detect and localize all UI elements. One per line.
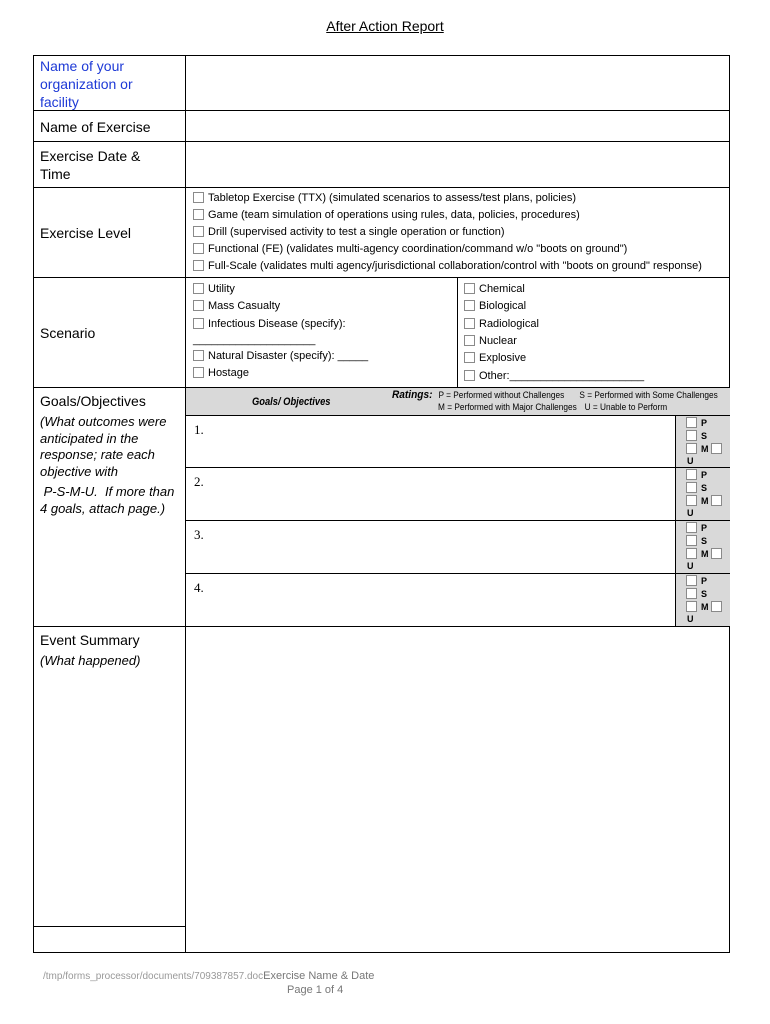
- scenario-divider: [457, 278, 458, 387]
- rating-p-letter: P: [701, 523, 708, 533]
- option-text: Game (team simulation of operations using rules, data, policies, procedures): [208, 209, 580, 221]
- scenario-natural-disaster[interactable]: [193, 349, 368, 363]
- row-divider: [33, 187, 730, 188]
- rating-p-legend: P = Performed without Challenges: [438, 390, 565, 400]
- exercise-name-label: Name of Exercise: [40, 119, 151, 135]
- goal-number-3: 3.: [194, 527, 204, 542]
- rating-s-checkbox[interactable]: [686, 482, 697, 493]
- level-option-ttx[interactable]: [193, 191, 576, 205]
- footer-line-1: [43, 970, 374, 982]
- org-field[interactable]: [186, 56, 729, 110]
- scenario-infectious[interactable]: [193, 317, 346, 331]
- goal-field-4[interactable]: [186, 574, 675, 626]
- rating-m-checkbox[interactable]: [686, 495, 697, 506]
- goal-field-2[interactable]: [186, 468, 675, 520]
- option-text: Tabletop Exercise (TTX) (simulated scenarios to assess/test plans, policies): [208, 192, 577, 204]
- rating-s-letter: S: [701, 589, 708, 599]
- scenario-hostage[interactable]: [193, 366, 249, 380]
- scenario-utility[interactable]: [193, 282, 235, 296]
- option-text: Utility: [208, 283, 235, 295]
- rating-p-checkbox[interactable]: [686, 522, 697, 533]
- footer-exercise: Exercise Name & Date: [263, 970, 375, 982]
- rating-s-legend: S = Performed with Some Challenges: [579, 390, 718, 400]
- rating-p-checkbox[interactable]: [686, 469, 697, 480]
- checkbox[interactable]: [464, 370, 475, 381]
- exercise-date-label: Exercise Date & Time: [40, 148, 141, 182]
- rating-m-letter: M: [701, 496, 709, 506]
- level-option-functional[interactable]: [193, 242, 627, 256]
- rating-u-checkbox[interactable]: [711, 495, 722, 506]
- rating-u-letter: U: [687, 614, 694, 624]
- checkbox[interactable]: [193, 209, 204, 220]
- scenario-mass-casualty[interactable]: [193, 299, 280, 313]
- level-option-full-scale[interactable]: [193, 259, 702, 273]
- rating-m-legend: M = Performed with Major Challenges: [438, 402, 577, 412]
- rating-u-checkbox[interactable]: [711, 443, 722, 454]
- rating-m-checkbox[interactable]: [686, 443, 697, 454]
- ratings-legend: [392, 389, 718, 413]
- option-text: Radiological: [479, 318, 539, 330]
- footer-path: /tmp/forms_processor/documents/709387857.doc: [43, 971, 264, 982]
- option-text: Mass Casualty: [208, 300, 281, 312]
- rating-u-checkbox[interactable]: [711, 548, 722, 559]
- goal-field-3[interactable]: [186, 521, 675, 573]
- rating-m-letter: M: [701, 444, 709, 454]
- rating-u-letter: U: [687, 561, 694, 571]
- document-title: After Action Report: [326, 18, 444, 34]
- option-text: Nuclear: [479, 335, 517, 347]
- rating-u-letter: U: [687, 456, 694, 466]
- rating-m-letter: M: [701, 602, 709, 612]
- rating-s-letter: S: [701, 536, 708, 546]
- option-text: Functional (FE) (validates multi-agency coordination/command w/o "boots on ground"): [208, 243, 628, 255]
- rating-s-checkbox[interactable]: [686, 535, 697, 546]
- checkbox[interactable]: [464, 318, 475, 329]
- rating-u-checkbox[interactable]: [711, 601, 722, 612]
- checkbox[interactable]: [464, 352, 475, 363]
- ratings-title: Ratings:: [392, 389, 433, 401]
- checkbox[interactable]: [193, 192, 204, 203]
- checkbox[interactable]: [464, 300, 475, 311]
- rating-m-checkbox[interactable]: [686, 601, 697, 612]
- option-text: Other:______________________: [479, 370, 645, 382]
- option-text: Biological: [479, 300, 527, 312]
- scenario-explosive[interactable]: [464, 351, 526, 365]
- checkbox[interactable]: [193, 367, 204, 378]
- checkbox[interactable]: [193, 350, 204, 361]
- checkbox[interactable]: [193, 318, 204, 329]
- option-text: Full-Scale (validates multi agency/jurisdictional collaboration/control with "boots on ground" response): [208, 260, 702, 272]
- goals-label: Goals/Objectives: [40, 393, 146, 409]
- goal-number-2: 2.: [194, 474, 204, 489]
- event-summary-label: Event Summary: [40, 632, 140, 648]
- checkbox[interactable]: [464, 335, 475, 346]
- rating-s-letter: S: [701, 483, 708, 493]
- option-text: Explosive: [479, 352, 527, 364]
- option-text: Hostage: [208, 367, 249, 379]
- rating-p-letter: P: [701, 576, 708, 586]
- exercise-date-field[interactable]: [186, 142, 729, 187]
- rating-s-checkbox[interactable]: [686, 430, 697, 441]
- rating-m-letter: M: [701, 549, 709, 559]
- goal-field-1[interactable]: [186, 416, 675, 467]
- rating-p-letter: P: [701, 418, 708, 428]
- option-text: Drill (supervised activity to test a single operation or function): [208, 226, 505, 238]
- checkbox[interactable]: [193, 300, 204, 311]
- goals-instructions-2: P-S-M-U. If more than 4 goals, attach page.): [40, 484, 178, 516]
- rating-p-letter: P: [701, 470, 708, 480]
- scenario-biological[interactable]: [464, 299, 526, 313]
- scenario-chemical[interactable]: [464, 282, 525, 296]
- scenario-nuclear[interactable]: [464, 334, 517, 348]
- exercise-level-label: Exercise Level: [40, 225, 132, 241]
- option-text: Natural Disaster (specify): _____: [208, 350, 369, 362]
- scenario-radiological[interactable]: [464, 317, 539, 331]
- rating-m-checkbox[interactable]: [686, 548, 697, 559]
- checkbox[interactable]: [193, 226, 204, 237]
- checkbox[interactable]: [193, 283, 204, 294]
- checkbox[interactable]: [193, 260, 204, 271]
- checkbox[interactable]: [464, 283, 475, 294]
- rating-p-checkbox[interactable]: [686, 417, 697, 428]
- rating-column-divider: [675, 416, 676, 626]
- scenario-label: Scenario: [40, 325, 96, 341]
- row-divider: [33, 277, 730, 278]
- option-text: Infectious Disease (specify):: [208, 318, 346, 330]
- exercise-name-field[interactable]: [186, 111, 729, 141]
- event-summary-field[interactable]: [186, 627, 729, 952]
- rating-s-checkbox[interactable]: [686, 588, 697, 599]
- scenario-other[interactable]: [464, 369, 644, 383]
- infectious-specify-line[interactable]: ____________________: [193, 334, 316, 346]
- goal-number-4: 4.: [194, 580, 204, 595]
- event-summary-sub: (What happened): [40, 653, 141, 668]
- goals-instructions: (What outcomes were anticipated in the response; rate each objective with: [40, 414, 167, 479]
- rating-p-checkbox[interactable]: [686, 575, 697, 586]
- footer-page: Page 1 of 4: [287, 984, 344, 996]
- option-text: Chemical: [479, 283, 525, 295]
- rating-s-letter: S: [701, 431, 708, 441]
- rating-u-letter: U: [687, 508, 694, 518]
- org-label: Name of your organization or facility: [40, 58, 133, 110]
- level-option-drill[interactable]: [193, 225, 505, 239]
- goals-header: Goals/ Objectives: [252, 396, 331, 408]
- goal-number-1: 1.: [194, 422, 204, 437]
- checkbox[interactable]: [193, 243, 204, 254]
- row-divider: [33, 926, 186, 927]
- rating-u-legend: U = Unable to Perform: [584, 402, 668, 412]
- level-option-game[interactable]: [193, 208, 580, 222]
